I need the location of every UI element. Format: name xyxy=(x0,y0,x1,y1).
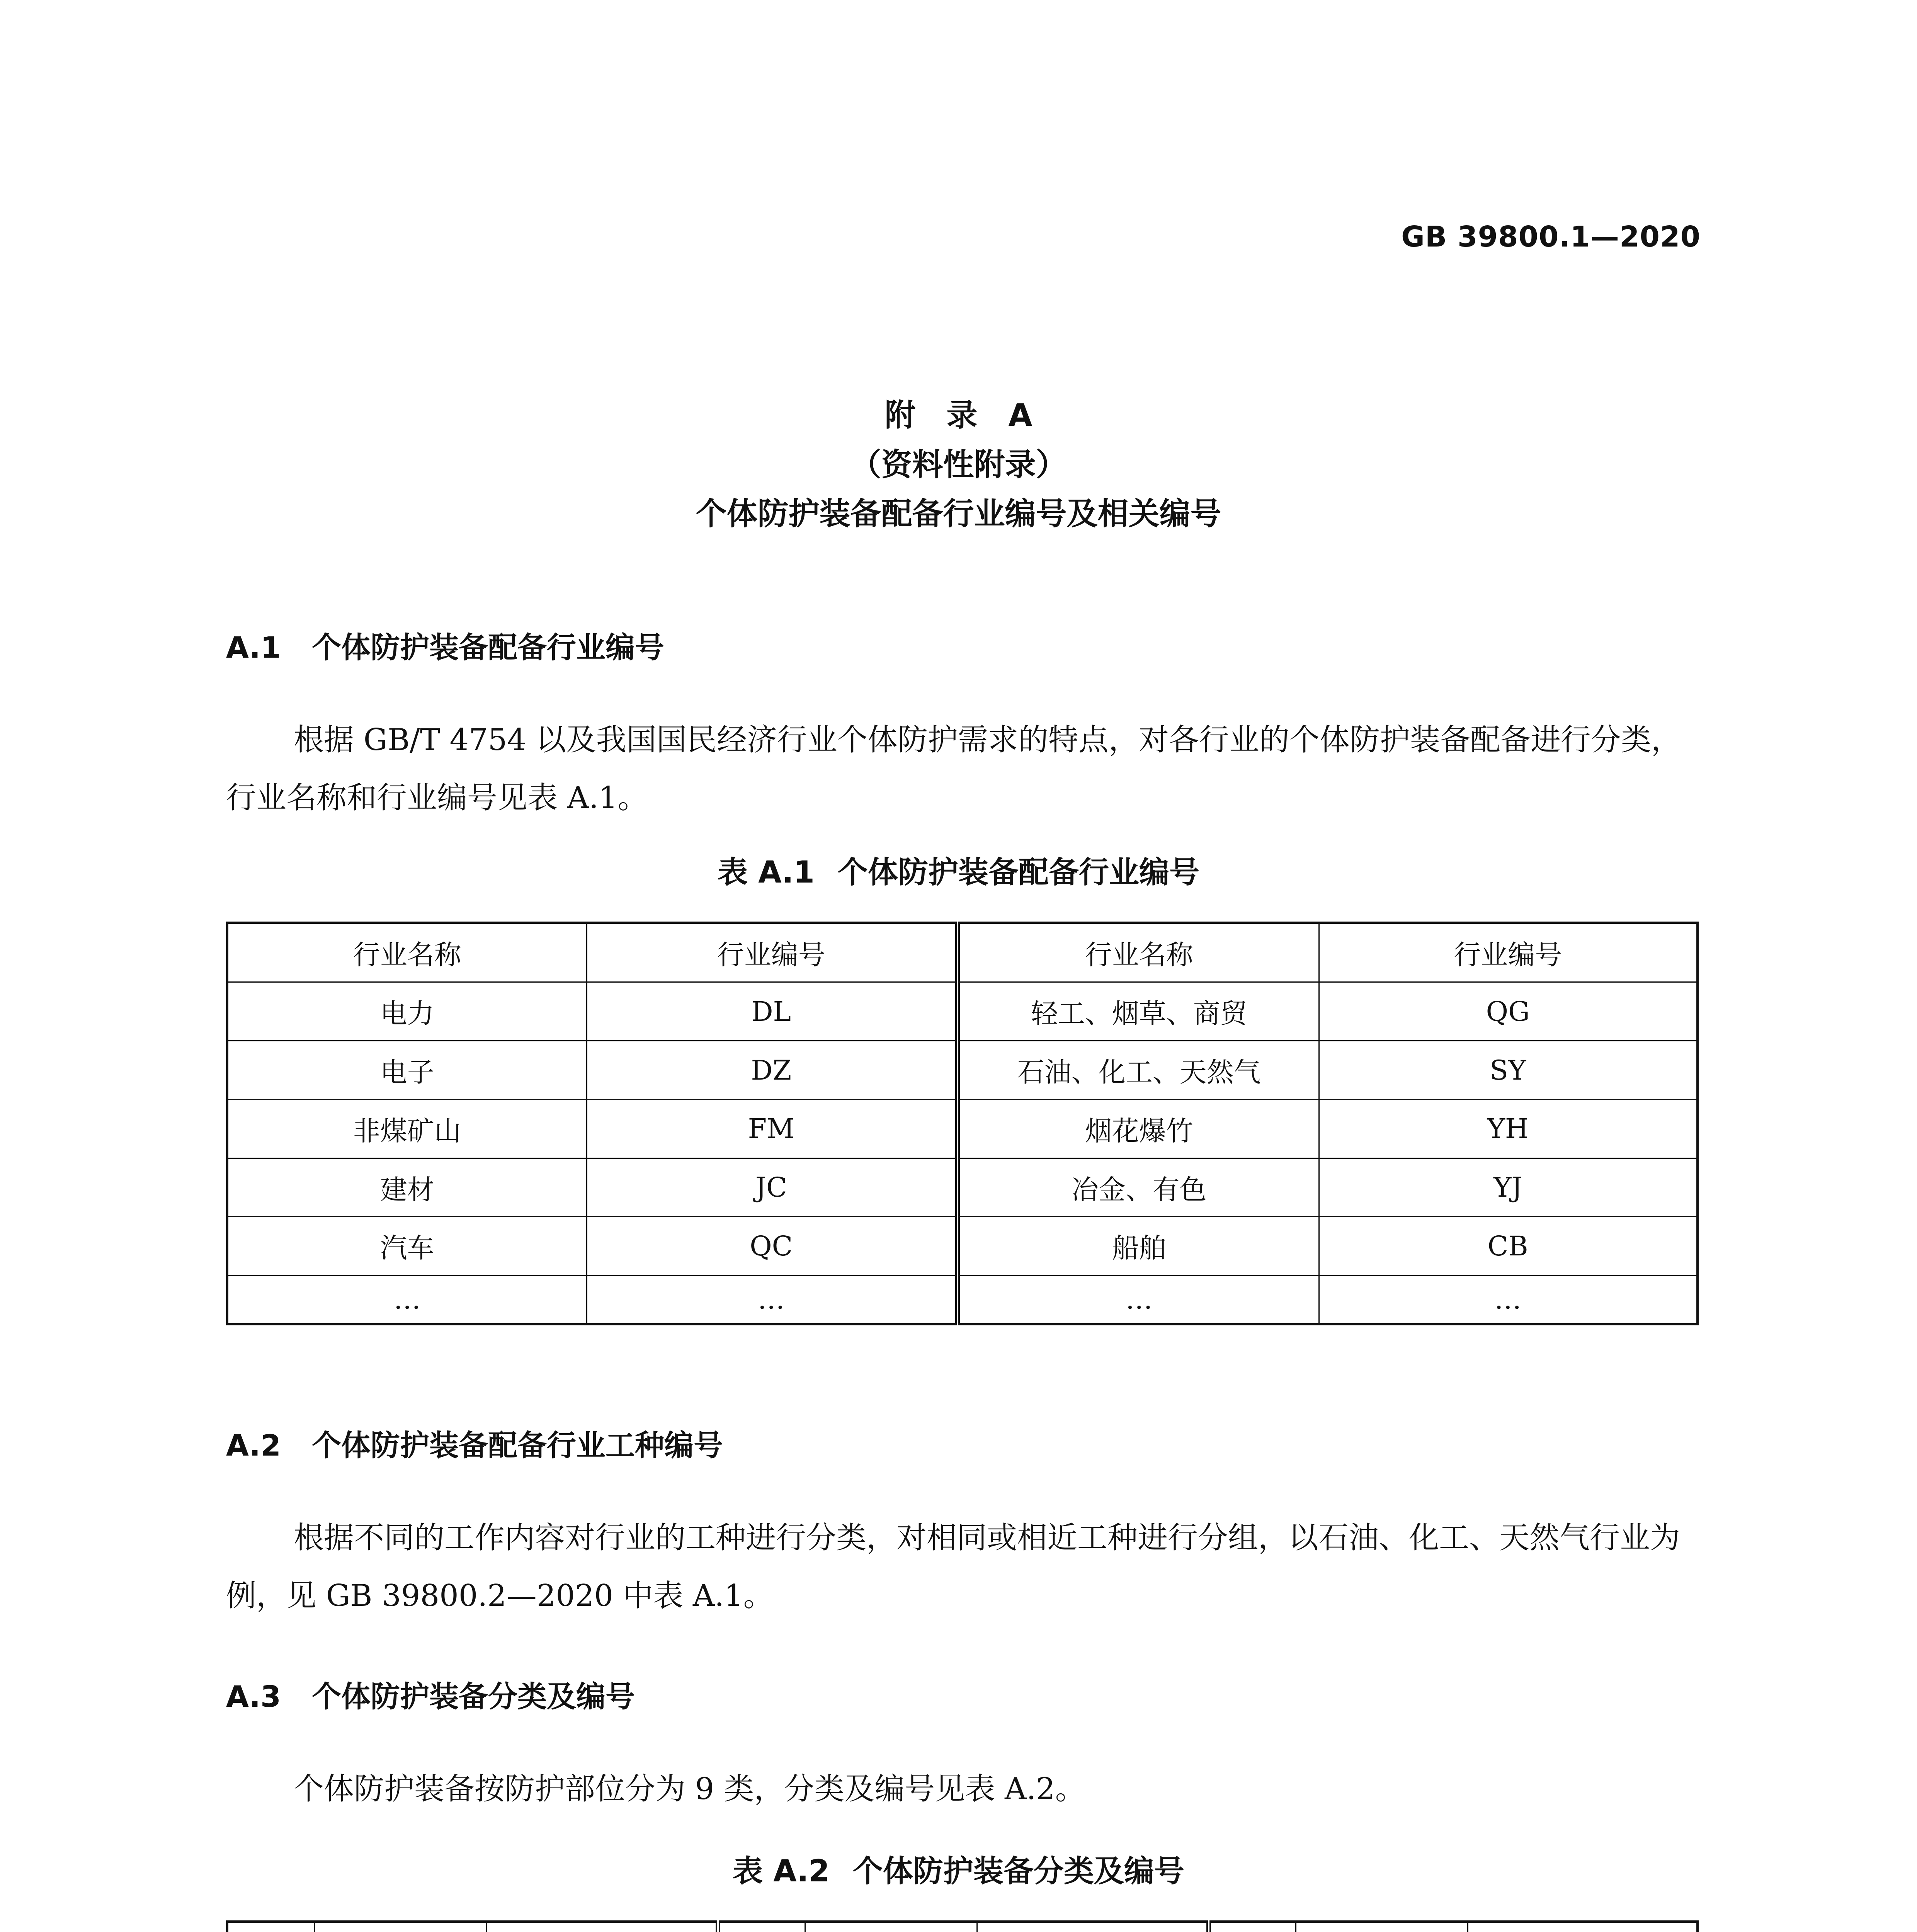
table-cell: 轻工、烟草、商贸 xyxy=(958,982,1319,1041)
section-number: A.3 xyxy=(226,1679,281,1714)
appendix-title-part: 附 xyxy=(885,397,916,433)
section-title: 个体防护装备分类及编号 xyxy=(312,1679,635,1714)
section-heading-a1 xyxy=(226,624,664,666)
section-number: A.2 xyxy=(226,1428,281,1463)
table-cell: 电子 xyxy=(227,1041,587,1100)
table-header-cell xyxy=(718,1922,805,1932)
table-cell: FM xyxy=(587,1099,958,1158)
table-cell: QG xyxy=(1319,982,1698,1041)
table-row xyxy=(227,982,1698,1041)
table-cell: CB xyxy=(1319,1217,1698,1276)
table-header-cell xyxy=(486,1922,718,1932)
table-cell: 石油、化工、天然气 xyxy=(958,1041,1319,1100)
table-header-cell xyxy=(1209,1922,1296,1932)
table-cell: JC xyxy=(587,1158,958,1217)
table-header-cell: 行业编号 xyxy=(1319,923,1698,982)
standard-code: GB 39800.1—2020 xyxy=(1401,220,1701,253)
section-a2-paragraph: 根据不同的工作内容对行业的工种进行分类，对相同或相近工种进行分组，以石油、化工、天然气行业为例，见 GB 39800.2—2020 中表 A.1。 xyxy=(226,1520,1681,1613)
appendix-title-part: 录 xyxy=(946,397,978,433)
industry-code-table xyxy=(226,922,1699,1325)
table-header-cell: 行业编号 xyxy=(587,923,958,982)
appendix-title-part: A xyxy=(1008,397,1032,433)
table-cell: … xyxy=(587,1276,958,1324)
table-caption-number: 表 A.2 xyxy=(733,1854,830,1889)
table-a2-caption xyxy=(0,1847,1917,1890)
table-header-cell: 行业名称 xyxy=(958,923,1319,982)
table-caption-title: 个体防护装备配备行业编号 xyxy=(837,855,1199,890)
table-cell: SY xyxy=(1319,1041,1698,1100)
table-row xyxy=(227,1041,1698,1100)
table-header-row xyxy=(227,923,1698,982)
table-row xyxy=(227,1217,1698,1276)
table-cell: … xyxy=(1319,1276,1698,1324)
appendix-title xyxy=(0,390,1917,435)
table-cell: DZ xyxy=(587,1041,958,1100)
table-header-cell xyxy=(227,1922,314,1932)
section-a3-paragraph: 个体防护装备按防护部位分为 9 类，分类及编号见表 A.2。 xyxy=(294,1772,1085,1806)
section-a1-paragraph: 根据 GB/T 4754 以及我国国民经济行业个体防护需求的特点，对各行业的个体防护装备配备进行分类，行业名称和行业编号见表 A.1。 xyxy=(226,723,1681,815)
table-cell: DL xyxy=(587,982,958,1041)
table-cell: 电力 xyxy=(227,982,587,1041)
table-header-cell xyxy=(1296,1922,1468,1932)
table-header-cell: 行业名称 xyxy=(227,923,587,982)
section-heading-a2 xyxy=(226,1422,723,1464)
section-title: 个体防护装备配备行业编号 xyxy=(312,630,664,665)
table-cell: 船舶 xyxy=(958,1217,1319,1276)
section-title: 个体防护装备配备行业工种编号 xyxy=(312,1428,723,1463)
table-cell: YH xyxy=(1319,1099,1698,1158)
table-cell: QC xyxy=(587,1217,958,1276)
table-header-cell xyxy=(1468,1922,1698,1932)
table-row xyxy=(227,1276,1698,1324)
table-caption-number: 表 A.1 xyxy=(718,855,815,890)
table-cell: 建材 xyxy=(227,1158,587,1217)
section-heading-a3 xyxy=(226,1673,635,1715)
table-row xyxy=(227,1158,1698,1217)
equipment-category-table xyxy=(226,1920,1699,1932)
table-header-cell xyxy=(805,1922,977,1932)
table-cell: 汽车 xyxy=(227,1217,587,1276)
appendix-main-title: 个体防护装备配备行业编号及相关编号 xyxy=(696,496,1221,532)
table-cell: 冶金、有色 xyxy=(958,1158,1319,1217)
table-header-cell xyxy=(314,1922,486,1932)
table-header-cell xyxy=(977,1922,1209,1932)
table-cell: 烟花爆竹 xyxy=(958,1099,1319,1158)
table-caption-title: 个体防护装备分类及编号 xyxy=(852,1854,1184,1889)
table-cell: 非煤矿山 xyxy=(227,1099,587,1158)
table-header-row xyxy=(227,1922,1698,1932)
table-a1-caption xyxy=(0,848,1917,891)
table-row xyxy=(227,1099,1698,1158)
table-cell: … xyxy=(227,1276,587,1324)
section-number: A.1 xyxy=(226,630,281,665)
appendix-subtitle: （资料性附录） xyxy=(850,447,1067,483)
table-cell: … xyxy=(958,1276,1319,1324)
table-cell: YJ xyxy=(1319,1158,1698,1217)
